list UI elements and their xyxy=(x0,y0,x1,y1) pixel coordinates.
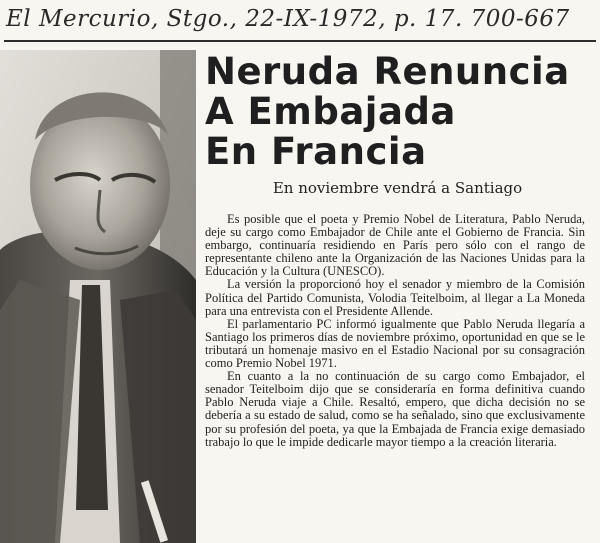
headline-line-2: A Embajada xyxy=(205,90,456,133)
annotation-underline xyxy=(4,40,596,42)
portrait-photo xyxy=(0,50,196,543)
paragraph: Es posible que el poeta y Premio Nobel de Literatura, Pablo Neruda, deje su cargo como Embajador de Chile ante el Gobierno de Francia. Sin embargo, continuaría residiendo en París pero sólo con el rango de representante chileno ante la Organización de las Naciones Unidas para la Educación y la Cultura (UNESCO). xyxy=(205,212,585,279)
portrait-illustration xyxy=(0,50,196,543)
headline-line-3: En Francia xyxy=(205,130,427,173)
headline-line-1: Neruda Renuncia xyxy=(205,50,570,93)
article-body xyxy=(205,213,585,449)
paragraph: La versión la proporcionó hoy el senador y miembro de la Comisión Política del Partido Comunista, Volodia Teitelboim, al llegar a La Moneda para una entrevista con el Presidente Allende. xyxy=(205,277,585,318)
paragraph: El parlamentario PC informó igualmente que Pablo Neruda llegaría a Santiago los primeros días de noviembre próximo, oportunidad en que se le tributará un homenaje masivo en el Estadio Nacional por su consagración como Premio Nobel 1971. xyxy=(205,316,585,371)
headline xyxy=(205,52,595,172)
subheadline: En noviembre vendrá a Santiago xyxy=(272,179,523,197)
handwritten-annotation: El Mercurio, Stgo., 22-IX-1972, p. 17. 700-667 xyxy=(6,6,570,32)
paragraph: En cuanto a la no continuación de su cargo como Embajador, el senador Teitelboim dijo que se consideraría en forma definitiva cuando Pablo Neruda viaje a Chile. Resaltó, empero, que dicha decisión no se debería a su estado de salud, como se ha señalado, sino que exclusivamente por su profesión del poeta, ya que la Embajada de Francia exige demasiado trabajo lo que le impide dedicarle mayor tiempo a la creación literaria. xyxy=(205,369,585,449)
